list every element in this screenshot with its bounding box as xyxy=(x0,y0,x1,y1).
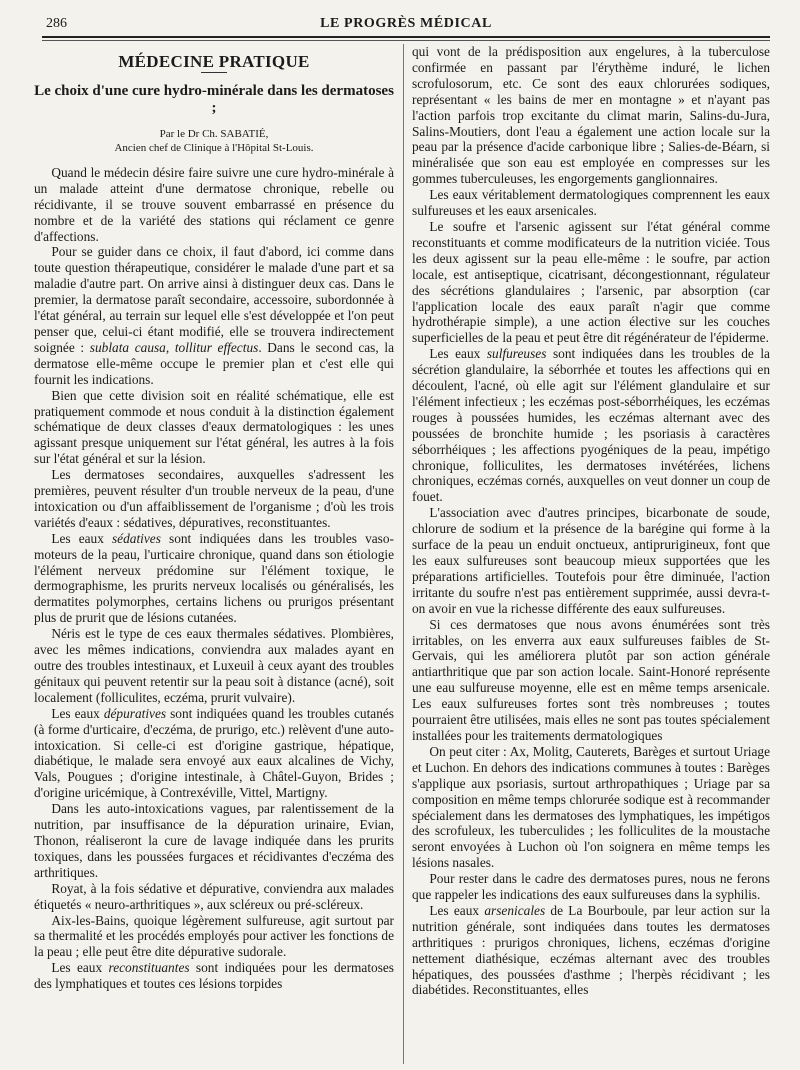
paragraph: Les eaux véritablement dermatologiques comprennent les eaux sulfureuses et les eaux arsenicales. xyxy=(412,187,770,219)
paragraph: Pour rester dans le cadre des dermatoses pures, nous ne ferons que rappeler les indications des eaux sulfureuses dans la syphilis. xyxy=(412,871,770,903)
paragraph: Bien que cette division soit en réalité schématique, elle est pratiquement commode et nous conduit à la distinction également schématique de deux classes d'eaux dermatologiques : les unes agissant presque uniquement sur l'état général, les autres à la fois sur l'état général et sur la lésion. xyxy=(34,387,394,467)
paragraph: Le soufre et l'arsenic agissent sur l'état général comme reconstituants et comme modificateurs de la nutrition viciée. Tous les deux agissent sur la peau elle-même : le soufre, par action locale, est antiseptique, cicatrisant, décongestionnant, régulateur des sécrétions glandulaires ; l'arsenic, par absorption (car l'application locale des eaux paraît n'agir que comme hydrothérapie simple), a une action élective sur les couches superficielles de la peau et peut être dit régénérateur de l'épiderme. xyxy=(412,218,770,346)
page-header xyxy=(42,14,770,38)
section-heading: MÉDECINE PRATIQUE xyxy=(118,52,310,71)
paragraph: Les eaux dépuratives sont indiquées quand les troubles cutanés (à forme d'urticaire, d'eczéma, de prurigo, etc.) relèvent d'une auto-intoxication. Si celle-ci est d'origine gastrique, hépatique, diabétique, le malade sera envoyé aux eaux alcalines de Vichy, Vals, Pougues ; d'origine intestinale, à Châtel-Guyon, Brides ; d'origine uricémique, à Contrexéville, Vittel, Martigny. xyxy=(34,705,394,801)
paragraph: Les eaux arsenicales de La Bourboule, par leur action sur la nutrition générale, sont indiquées dans toutes les dermatoses arthritiques : prurigos chroniques, lichens, eczémas d'origine nettement diathésique, eczémas alternant avec des troubles hépatiques, des poussées d'asthme ; l'herpès récidivant ; les diabétides. Reconstituantes, elles xyxy=(412,902,770,998)
paragraph: Aix-les-Bains, quoique légèrement sulfureuse, agit surtout par sa thermalité et les procédés employés pour activer les fonctions de la peau ; elle peut être dite dépurative sudorale. xyxy=(34,912,394,960)
paragraph: L'association avec d'autres principes, bicarbonate de soude, chlorure de sodium et la présence de la barégine qui forme à la surface de la peau un enduit onctueux, antiprurigineux, font que les eaux sulfureuses sont beaucoup mieux supportées que les préparations artificielles. Toutefois pour être diminuée, l'action irritante du soufre n'est pas entièrement supprimée, aussi devra-t-on avoir en vue la richesse différente des eaux sulfureuses. xyxy=(412,505,770,616)
paragraph: Les eaux sédatives sont indiquées dans les troubles vaso-moteurs de la peau, l'urticaire chronique, quand dans son étiologie l'élément nerveux prédomine sur l'élément toxique, le dermographisme, les prurits nerveux localisés ou généralisés, les dermatites polymorphes, certains lichens ou prurigos présentant plus de prurit que de lésions cutanées. xyxy=(34,530,394,626)
right-column xyxy=(412,44,770,998)
paragraph: qui vont de la prédisposition aux engelures, à la tuberculose confirmée en passant par l'érythème induré, le lichen scrofulosorum, etc. Ce sont des eaux chlorurées sodiques, représentant « les bains de mer en montagne » et n'ayant pas l'action parfois trop excitante du climat marin, Salins-du-Jura, Salins-Moutiers, dont l'eau a également une action locale sur la peau par la présence d'acide carbonique libre ; Salies-de-Béarn, si minéralisée que son eau est employée en compresses sur les gommes tuberculeuses, les engorgements ganglionnaires. xyxy=(412,44,770,187)
paragraph: Royat, à la fois sédative et dépurative, conviendra aux malades étiquetés « neuro-arthritiques », aux scléreux ou pré-scléreux. xyxy=(34,880,394,912)
header-rule-thin xyxy=(42,40,770,41)
author-affiliation: Ancien chef de Clinique à l'Hôpital St-Louis. xyxy=(114,141,314,154)
paragraph: Quand le médecin désire faire suivre une cure hydro-minérale à un malade atteint d'une dermatose chronique, rebelle ou récidivante, il se trouve souvent embarrassé en présence du nombre et de la variété des stations qui réclament ce genre d'affections. xyxy=(34,164,394,244)
author-byline: Par le Dr Ch. SABATIÉ, xyxy=(159,127,269,140)
paragraph: Les eaux reconstituantes sont indiquées pour les dermatoses des lymphatiques et toutes ces lésions torpides xyxy=(34,960,395,992)
header-rule xyxy=(42,36,770,38)
column-divider xyxy=(403,44,404,1064)
paragraph: Dans les auto-intoxications vagues, par ralentissement de la nutrition, par insuffisance de la dépuration urinaire, Evian, Thonon, réaliseront la cure de lavage indiquée dans les prurits toxiques, dans les poussées furgaces et récidivantes d'eczéma des arthritiques. xyxy=(34,801,394,880)
paragraph: Si ces dermatoses que nous avons énumérées sont très irritables, on les enverra aux eaux sulfureuses faibles de St-Gervais, qui les améliorera plutôt par son action générale antiarthritique que par son action locale. Saint-Honoré représente une eau sulfureuse moyenne, elle est en même temps arsenicale. Les eaux sulfureuses fortes sont très nombreuses ; toutes pourraient être utilisées, mais elles ne sont pas toutes spécialement installées pour les traitements dermatologiques xyxy=(412,616,770,743)
left-column xyxy=(34,44,394,992)
page-number: 286 xyxy=(46,16,67,31)
paragraph: Les eaux sulfureuses sont indiquées dans les troubles de la sécrétion glandulaire, la séborrhée et toutes les affections qui en découlent, l'acné, où elle agit sur l'élément glandulaire et sur l'élément infectieux ; les eczémas post-séborrhéiques, les eczémas rouges à poussées humides, les eczémas alternant avec des poussées de bronchite humide ; les psoriasis à caractères séborrhéiques ; les affections pyogéniques de la peau, impétigo chronique, folliculites, les dermatoses invétérées, lichens chroniques, eczémas cornés, auxquelles on veut donner un coup de fouet. xyxy=(412,346,770,505)
running-title: LE PROGRÈS MÉDICAL xyxy=(320,16,492,31)
section-rule xyxy=(201,72,227,73)
paragraph: Néris est le type de ces eaux thermales sédatives. Plombières, avec les mêmes indications, conviendra aux malades ayant en outre des troubles intestinaux, et Luxeuil à ceux ayant des troubles génitaux qui peuvent retentir sur la peau soit à distance (acné), soit localement (folliculites, eczéma, prurit vulvaire). xyxy=(34,626,394,705)
paragraph: Pour se guider dans ce choix, il faut d'abord, ici comme dans toute question thérapeutique, considérer le malade d'une part et sa maladie d'autre part. On arrive ainsi à distinguer deux cas. Dans le premier, la dermatose paraît secondaire, accessoire, subordonnée à l'état général, au terrain sur lequel elle s'est développée et l'on peut penser que, celui-ci étant modifié, elle se trouvera indirectement soignée : sublata causa, tollitur effectus. Dans le second cas, la dermatose elle-même occupe le premier plan et c'est elle qui fournit les indications. xyxy=(34,244,394,387)
paragraph: On peut citer : Ax, Molitg, Cauterets, Barèges et surtout Uriage et Luchon. En dehors des indications communes à toutes : Barèges s'applique aux psoriasis, surtout arthropathiques ; Uriage par sa composition en même temps chlorurée sodique est à recommander spécialement dans les dermatoses des lymphatiques, les impétigos des scrofuleux, les tuberculides ; les folliculites de la moustache seront envoyées à Luchon où l'on soignera en même temps les lésions nasales. xyxy=(412,743,770,871)
paragraph: Les dermatoses secondaires, auxquelles s'adressent les premières, peuvent résulter d'un trouble nerveux de la peau, d'une intoxication ou d'un affaiblissement de l'organisme ; d'où les trois variétés d'eaux : sédatives, dépuratives, reconstituantes. xyxy=(34,467,394,530)
article-title: Le choix d'une cure hydro-minérale dans les dermatoses ; xyxy=(34,82,394,116)
